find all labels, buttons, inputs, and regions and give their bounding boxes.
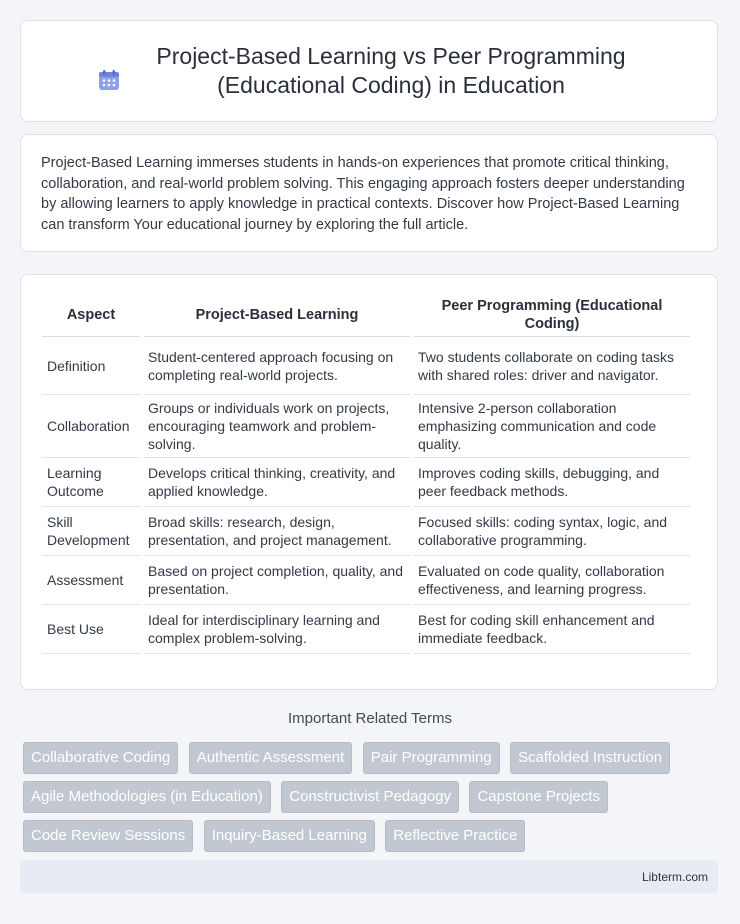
comparison-table: [38, 293, 694, 654]
related-terms-tags: [23, 742, 723, 859]
row-aspect: Skill Development: [42, 507, 140, 556]
header-aspect: Aspect: [42, 293, 140, 337]
table-row: [42, 458, 690, 507]
tag-code-review-sessions[interactable]: Code Review Sessions: [23, 820, 193, 852]
table-row: [42, 337, 690, 395]
row-aspect: Collaboration: [42, 395, 140, 458]
row-aspect: Learning Outcome: [42, 458, 140, 507]
row-pbl: Broad skills: research, design, presentation, and project management.: [144, 507, 410, 556]
table-row: [42, 395, 690, 458]
related-terms-heading: Important Related Terms: [288, 710, 452, 727]
row-aspect: Definition: [42, 337, 140, 395]
row-peer: Two students collaborate on coding tasks with shared roles: driver and navigator.: [414, 337, 690, 395]
table-row: [42, 507, 690, 556]
tag-collaborative-coding[interactable]: Collaborative Coding: [23, 742, 178, 774]
row-pbl: Develops critical thinking, creativity, and applied knowledge.: [144, 458, 410, 507]
intro-text: Project-Based Learning immerses students in hands-on experiences that promote critical thinking, collaboration, and real-world problem solving. This engaging approach fosters deeper understanding by allowing learners to apply knowledge in practical contexts. Discover how Project-Based Learning can transform Your educational journey by exploring the full article.: [41, 155, 685, 233]
row-peer: Evaluated on code quality, collaboration effectiveness, and learning progress.: [414, 556, 690, 605]
header-peer-programming: Peer Programming (Educational Coding): [414, 293, 690, 337]
intro-card: [20, 134, 718, 252]
row-pbl: Groups or individuals work on projects, encouraging teamwork and problem-solving.: [144, 395, 410, 458]
footer: [20, 860, 718, 893]
row-pbl: Based on project completion, quality, and presentation.: [144, 556, 410, 605]
title-wrap: [97, 42, 641, 100]
tag-constructivist-pedagogy[interactable]: Constructivist Pedagogy: [281, 781, 459, 813]
row-aspect: Assessment: [42, 556, 140, 605]
tag-scaffolded-instruction[interactable]: Scaffolded Instruction: [510, 742, 670, 774]
row-aspect: Best Use: [42, 605, 140, 654]
page-title: Project-Based Learning vs Peer Programming (Educational Coding) in Education: [156, 43, 626, 98]
footer-site-link[interactable]: Libterm.com: [641, 869, 708, 884]
title-card: [20, 20, 718, 122]
table-row: [42, 556, 690, 605]
header-project-based-learning: Project-Based Learning: [144, 293, 410, 337]
tag-reflective-practice[interactable]: Reflective Practice: [385, 820, 525, 852]
row-peer: Intensive 2-person collaboration emphasizing communication and code quality.: [414, 395, 690, 458]
row-pbl: Student-centered approach focusing on completing real-world projects.: [144, 337, 410, 395]
comparison-card: [20, 274, 718, 690]
table-header-row: [42, 293, 690, 337]
tag-pair-programming[interactable]: Pair Programming: [363, 742, 500, 774]
row-peer: Best for coding skill enhancement and immediate feedback.: [414, 605, 690, 654]
row-pbl: Ideal for interdisciplinary learning and complex problem-solving.: [144, 605, 410, 654]
calendar-icon: [97, 68, 121, 92]
tag-agile-methodologies[interactable]: Agile Methodologies (in Education): [23, 781, 271, 813]
table-row: [42, 605, 690, 654]
row-peer: Improves coding skills, debugging, and peer feedback methods.: [414, 458, 690, 507]
tag-capstone-projects[interactable]: Capstone Projects: [469, 781, 608, 813]
row-peer: Focused skills: coding syntax, logic, and collaborative programming.: [414, 507, 690, 556]
tag-authentic-assessment[interactable]: Authentic Assessment: [189, 742, 353, 774]
tag-inquiry-based-learning[interactable]: Inquiry-Based Learning: [204, 820, 375, 852]
